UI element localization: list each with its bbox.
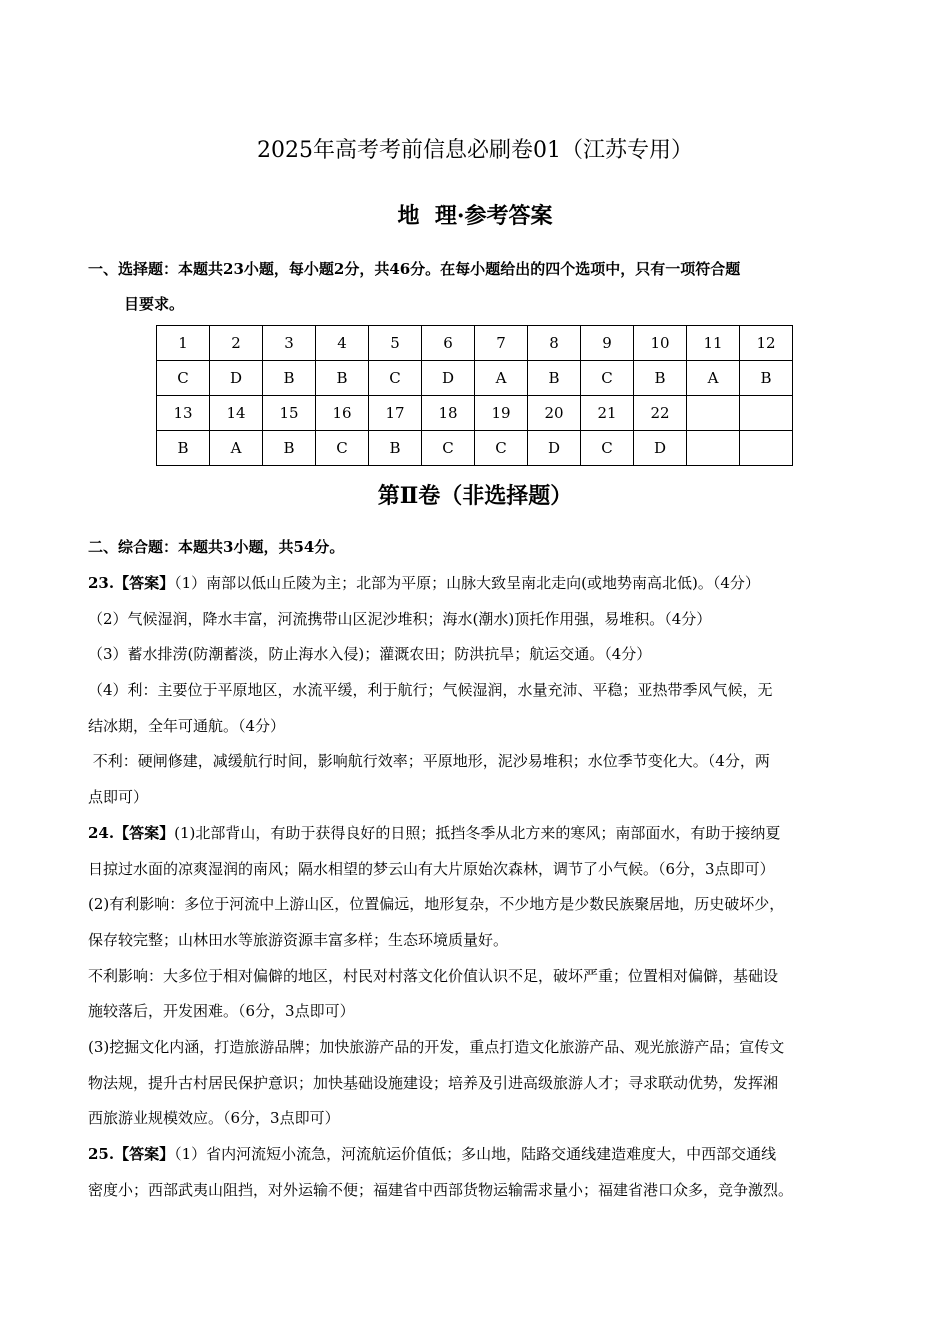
answer-table-cell: C [422,431,475,466]
answer-table-cell: A [210,431,263,466]
part-2-title: 第Ⅱ卷（非选择题） [377,483,573,509]
section-1-line-1: 一、选择题：本题共23小题，每小题2分，共46分。在每小题给出的四个选项中，只有一项符合题 [88,260,741,278]
answer-table-cell: 8 [528,326,581,361]
answer-table-cell: D [210,361,263,396]
answer-table-cell: 16 [316,396,369,431]
q23-line-2: （2）气候湿润，降水丰富，河流携带山区泥沙堆积；海水(潮水)顶托作用强，易堆积。（4分） [88,609,712,628]
section-2-heading: 二、综合题：本题共3小题，共54分。 [88,538,345,556]
answer-table-cell: D [634,431,687,466]
answer-table-cell [740,396,793,431]
answer-table-cell: A [475,361,528,396]
q25-line-2: 密度小；西部武夷山阻挡，对外运输不便；福建省中西部货物运输需求量小；福建省港口众多，竞争激烈。 [88,1180,794,1199]
answer-table-cell: 9 [581,326,634,361]
answer-table-cell: B [369,431,422,466]
answer-table-cell: D [422,361,475,396]
answer-table-cell: 18 [422,396,475,431]
section-1-instructions [88,252,878,322]
q24-line-7: (3)挖掘文化内涵，打造旅游品牌；加快旅游产品的开发，重点打造文化旅游产品、观光旅游产品；宣传文 [88,1037,785,1056]
answer-table-cell: C [475,431,528,466]
answer-table-cell: 11 [687,326,740,361]
answer-table-cell: B [157,431,210,466]
q24-line-6: 施较落后，开发困难。（6分，3点即可） [88,1002,355,1021]
answer-table-cell: 12 [740,326,793,361]
document-title: 2025年高考考前信息必刷卷01（江苏专用） [257,138,693,163]
q24-line-3: (2)有利影响：多位于河流中上游山区，位置偏远，地形复杂，不少地方是少数民族聚居地，历史破坏少， [88,895,785,914]
q24-line-5: 不利影响：大多位于相对偏僻的地区，村民对村落文化价值认识不足，破坏严重；位置相对偏僻，基础设 [88,966,779,985]
answer-table-cell: 7 [475,326,528,361]
answer-table-cell: 19 [475,396,528,431]
answer-table-cell: 3 [263,326,316,361]
q23-line-6: 不利：硬闸修建，减缓航行时间，影响航行效率；平原地形，泥沙易堆积；水位季节变化大。（4分，两 [88,752,770,771]
answer-table-cell: 1 [157,326,210,361]
answer-table-cell: D [528,431,581,466]
q23-line-7: 点即可） [88,788,149,807]
q23-label: 23.【答案】 [88,574,175,592]
answer-table-cell: 13 [157,396,210,431]
q23-line-5: 结冰期，全年可通航。（4分） [88,716,286,735]
q23-line-1: 23.【答案】（1）南部以低山丘陵为主；北部为平原；山脉大致呈南北走向(或地势南高北低)。（4分） [88,574,760,592]
answer-table-cell: 15 [263,396,316,431]
answer-table-cell [687,431,740,466]
q24-line-9: 西旅游业规模效应。（6分，3点即可） [88,1109,340,1128]
answer-table-cell: 4 [316,326,369,361]
answer-table-cell: 2 [210,326,263,361]
answer-table-row [157,326,793,361]
answer-table-row [157,361,793,396]
answer-table-cell: B [634,361,687,396]
answer-table-cell [687,396,740,431]
answer-table-cell: C [369,361,422,396]
answer-table-cell: A [687,361,740,396]
answer-table-cell: 22 [634,396,687,431]
answer-table-cell: 5 [369,326,422,361]
q24-line-2: 日掠过水面的凉爽湿润的南风；隔水相望的梦云山有大片原始次森林，调节了小气候。（6分，3点即可） [88,859,775,878]
answer-table [156,325,793,466]
answer-table-cell: 20 [528,396,581,431]
answer-table-cell: B [263,361,316,396]
answer-table-cell: B [528,361,581,396]
answer-table-row [157,431,793,466]
answer-table-cell: C [157,361,210,396]
answer-table-cell: 10 [634,326,687,361]
q24-label: 24.【答案】 [88,823,175,842]
answer-table-row [157,396,793,431]
q23-line-4: （4）利：主要位于平原地区，水流平缓，利于航行；气候湿润，水量充沛、平稳；亚热带季风气候，无 [88,681,773,700]
q24-line-8: 物法规，提升古村居民保护意识；加快基础设施建设；培养及引进高级旅游人才；寻求联动优势，发挥湘 [88,1073,779,1092]
answer-table-cell [740,431,793,466]
answer-table-cell: 17 [369,396,422,431]
q25-label: 25.【答案】 [88,1145,175,1163]
answer-table-cell: C [316,431,369,466]
answer-table-cell: B [740,361,793,396]
answer-table-cell: 6 [422,326,475,361]
q24-line-1: 24.【答案】(1)北部背山，有助于获得良好的日照；抵挡冬季从北方来的寒风；南部面水，有助于接纳夏 [88,823,781,842]
section-1-line-2: 目要求。 [124,295,185,313]
q23-line-3: （3）蓄水排涝(防潮蓄淡，防止海水入侵)；灌溉农田；防洪抗旱；航运交通。（4分） [88,645,652,664]
document-subtitle: 地 理·参考答案 [397,203,553,229]
answer-table-cell: 21 [581,396,634,431]
q25-line-1: 25.【答案】（1）省内河流短小流急，河流航运价值低；多山地，陆路交通线建造难度大，中西部交通线 [88,1145,777,1163]
answer-table-cell: B [316,361,369,396]
answer-table-cell: 14 [210,396,263,431]
q24-line-4: 保存较完整；山林田水等旅游资源丰富多样；生态环境质量好。 [88,930,509,949]
answers-body [88,566,878,1208]
answer-table-cell: B [263,431,316,466]
answer-table-cell: C [581,361,634,396]
answer-table-cell: C [581,431,634,466]
